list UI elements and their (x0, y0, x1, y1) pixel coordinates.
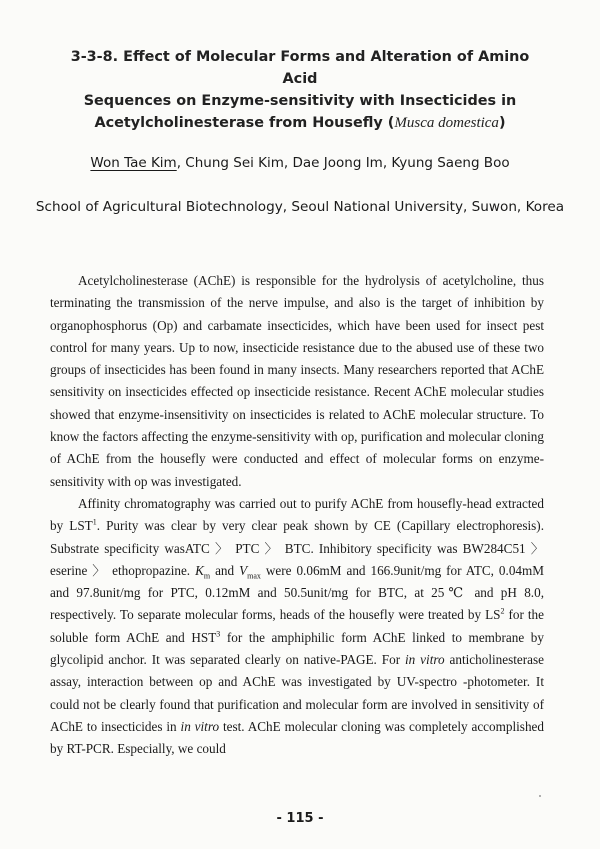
species-name: Musca domestica (394, 115, 499, 131)
title-line-1: 3-3-8. Effect of Molecular Forms and Alteration of Amino Acid (70, 49, 530, 87)
km-subscript: m (203, 571, 211, 581)
vmax-subscript: max (247, 571, 261, 581)
p2-text-5: for the soluble form AChE and HST (50, 607, 544, 645)
p2-text-2: . Purity was clear by very clear peak shown by CE (Capillary electrophoresis). Substrate specificity wasATC 〉 PTC 〉 BTC. Inhibitory specificity was BW284C51 〉 eserine 〉 ethopropazine. (50, 518, 544, 578)
affiliation: School of Agricultural Biotechnology, Seoul National University, Suwon, Korea (35, 199, 565, 215)
paragraph-1: Acetylcholinesterase (AChE) is responsible for the hydrolysis of acetylcholine, thus terminating the transmission of the nerve impulse, and also is the target of inhibition by organophosphorus (Op) and carbamate insecticides, which have been used for insect pest control for many years. Up to now, insecticide resistance due to the abused use of these two groups of insecticides has been found in many insects. Many researchers reported that AChE sensitivity on insecticides effected op insecticide resistance. Recent AChE molecular studies showed that enzyme-insensitivity on insecticides is related to AChE molecular structure. To know the factors affecting the enzyme-sensitivity with op, purification and molecular cloning of AChE from the housefly were conducted and effect of molecular forms on enzyme-sensitivity with op was investigated. (50, 273, 544, 489)
p2-text-8: test. AChE molecular cloning was completely accomplished by RT-PCR. Especially, we could (50, 718, 544, 757)
title-line-2: Sequences on Enzyme-sensitivity with Insecticides in (83, 93, 517, 109)
paragraph-2 (50, 493, 544, 761)
p2-text-3: and (210, 562, 240, 578)
co-authors: , Chung Sei Kim, Dae Joong Im, Kyung Saeng Boo (176, 155, 510, 171)
scan-speck (539, 795, 541, 797)
p2-text-6: for the amphiphilic form AChE linked to membrane by glycolipid anchor. It was separated clearly on native-PAGE. For (50, 629, 544, 668)
footnote-mark-1: 1 (92, 517, 97, 527)
abstract-body (50, 270, 544, 761)
in-vitro-italic-1: in vitro (405, 652, 445, 668)
author-list (0, 154, 600, 172)
title-line-3-close: ) (498, 115, 506, 131)
presenting-author: Won Tae Kim (90, 155, 177, 171)
footnote-mark-3: 3 (216, 629, 221, 639)
paper-title (60, 46, 540, 134)
title-line-3 (60, 112, 540, 134)
title-line-3-main: Acetylcholinesterase from Housefly ( (94, 115, 395, 131)
in-vitro-italic-2: in vitro (180, 718, 220, 734)
km-symbol: K (195, 562, 204, 578)
p2-text-7: anticholinesterase assay, interaction between op and AChE was investigated by UV-spectro -photometer. It could not be clearly found that purification and molecular form are involved in sensitivity of AChE to insecticides in (50, 652, 544, 734)
p2-text-1: Affinity chromatography was carried out to purify AChE from housefly-head extracted by LST (50, 495, 544, 534)
page-number: - 115 - (276, 811, 324, 826)
vmax-symbol: V (239, 562, 248, 578)
footnote-mark-2: 2 (500, 607, 505, 617)
p2-text-4: were 0.06mM and 166.9unit/mg for ATC, 0.04mM and 97.8unit/mg for PTC, 0.12mM and 50.5unit/mg for BTC, at 25℃ and pH 8.0, respectively. To separate molecular forms, heads of the housefly were treated by LS (50, 562, 544, 623)
